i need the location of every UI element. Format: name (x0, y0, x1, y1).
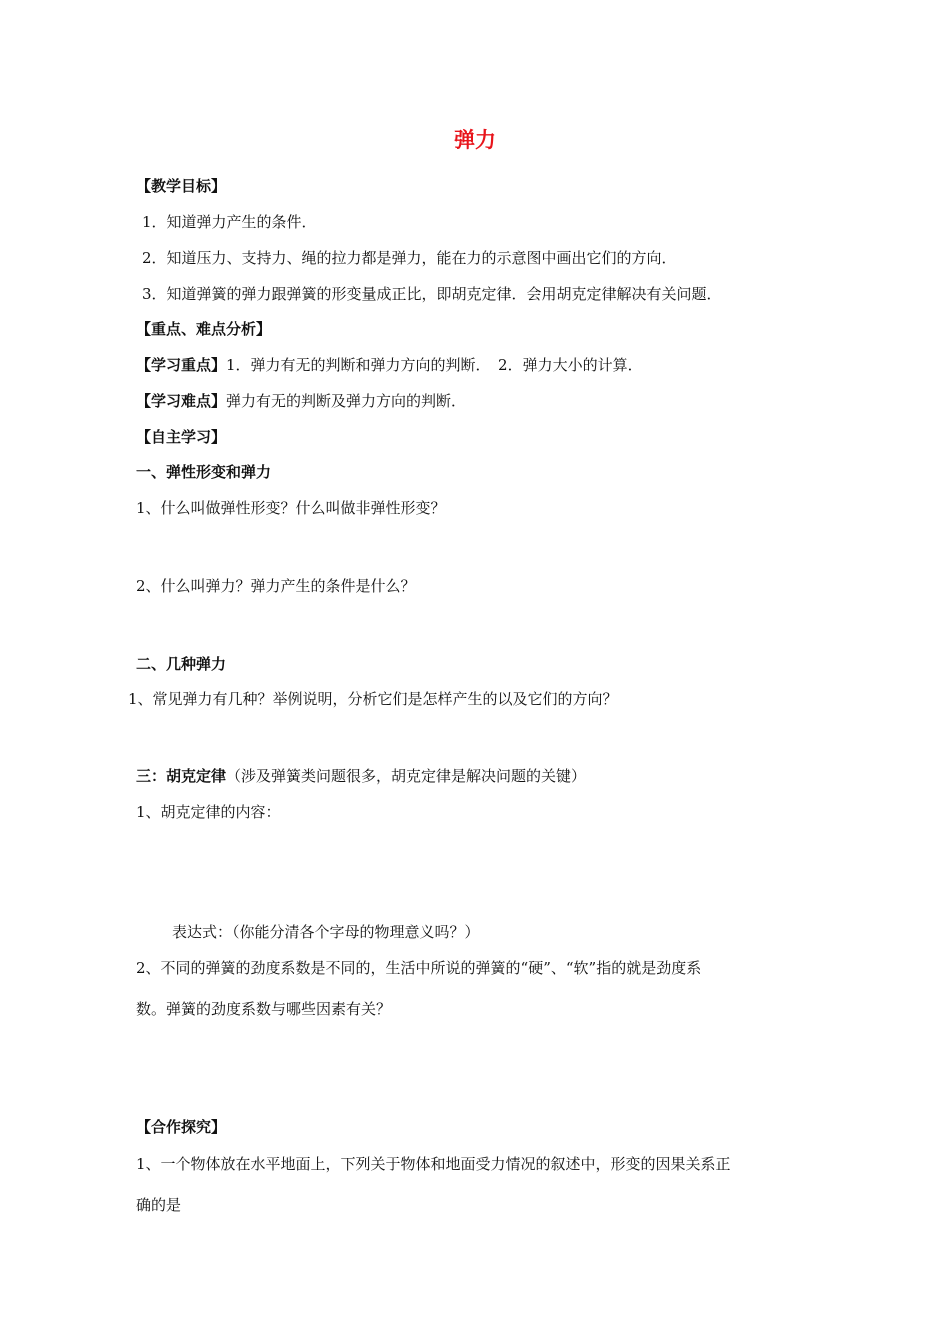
section1-heading: 一、弹性形变和弹力 (136, 463, 272, 481)
difficulty-label: 【学习难点】 (136, 392, 227, 410)
section3-question-2-line-1: 2、不同的弹簧的劲度系数是不同的，生活中所说的弹簧的“硬”、“软”指的就是劲度系 (136, 959, 702, 977)
section3-heading-line (136, 766, 586, 786)
section3-heading: 三：胡克定律 (136, 767, 227, 785)
section2-heading: 二、几种弹力 (136, 655, 227, 673)
section3-question-2-line-2: 数。弹簧的劲度系数与哪些因素有关？ (136, 1000, 392, 1018)
goals-heading: 【教学目标】 (136, 177, 227, 195)
goal-item-1: 1．知道弹力产生的条件． (142, 213, 317, 231)
expression-line: 表达式：（你能分清各个字母的物理意义吗？） (172, 923, 480, 941)
difficulty-line (136, 391, 466, 411)
section1-question-2: 2、什么叫弹力？弹力产生的条件是什么？ (136, 577, 416, 595)
section2-question-1: 1、常见弹力有几种？举例说明，分析它们是怎样产生的以及它们的方向？ (128, 690, 618, 708)
section1-question-1: 1、什么叫做弹性形变？什么叫做非弹性形变？ (136, 499, 446, 517)
goal-item-2: 2．知道压力、支持力、绳的拉力都是弹力，能在力的示意图中画出它们的方向． (142, 249, 677, 267)
focus-label: 【学习重点】 (136, 356, 227, 374)
cooperation-question-1-line-2: 确的是 (136, 1196, 182, 1214)
focus-text: 1．弹力有无的判断和弹力方向的判断． 2．弹力大小的计算． (226, 356, 643, 374)
key-points-heading: 【重点、难点分析】 (136, 320, 272, 338)
difficulty-text: 弹力有无的判断及弹力方向的判断． (226, 392, 467, 410)
cooperation-heading: 【合作探究】 (136, 1118, 227, 1136)
focus-line (136, 355, 643, 375)
cooperation-question-1-line-1: 1、一个物体放在水平地面上，下列关于物体和地面受力情况的叙述中，形变的因果关系正 (136, 1155, 731, 1173)
section3-note: （涉及弹簧类问题很多，胡克定律是解决问题的关键） (226, 767, 587, 785)
page-title: 弹力 (454, 128, 496, 152)
goal-item-3: 3．知道弹簧的弹力跟弹簧的形变量成正比，即胡克定律．会用胡克定律解决有关问题． (142, 285, 722, 303)
section3-question-1: 1、胡克定律的内容： (136, 803, 281, 821)
self-study-heading: 【自主学习】 (136, 428, 227, 446)
